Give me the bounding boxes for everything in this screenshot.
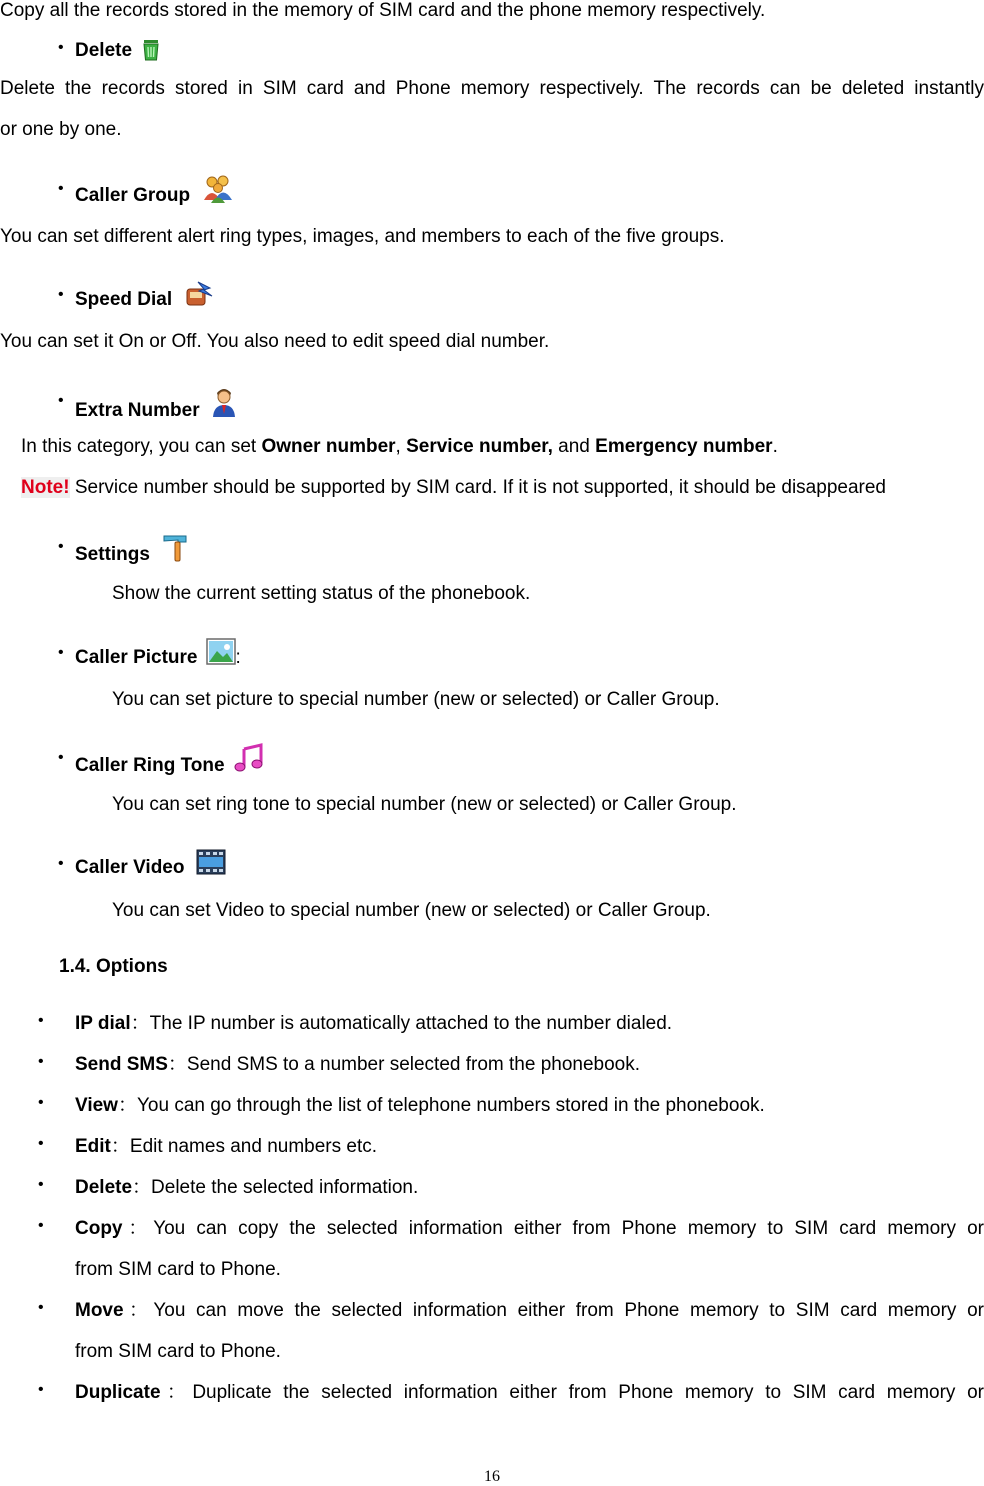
bullet: • (58, 180, 64, 197)
option-move (75, 1296, 984, 1326)
option-term: Move (75, 1300, 124, 1321)
extra-number-note (21, 473, 984, 503)
bullet: • (38, 1217, 44, 1234)
option-text: Duplicate the selected information either from Phone memory to SIM card memory or (192, 1382, 984, 1403)
heading-text: Settings (75, 544, 150, 565)
note-label: Note! (21, 477, 70, 498)
people-group-icon (202, 174, 234, 214)
bullet: • (38, 1053, 44, 1070)
option-term: Delete (75, 1177, 133, 1198)
option-text: You can move the selected information either from Phone memory to SIM card memory or (153, 1300, 984, 1321)
intro-text: Copy all the records stored in the memory of SIM card and the phone memory respectively. (0, 0, 766, 21)
speed-dial-icon (184, 280, 214, 318)
separator: ： (110, 1136, 130, 1157)
person-icon (210, 386, 238, 428)
video-film-icon (196, 849, 226, 885)
option-term: Send SMS (75, 1054, 168, 1075)
option-copy (75, 1214, 984, 1244)
note-text: Service number should be supported by SIM card. If it is not supported, it should be disappeared (69, 477, 886, 498)
bullet: • (58, 538, 64, 555)
separator: ： (132, 1177, 152, 1198)
bullet: • (58, 855, 64, 872)
option-ip-dial (75, 1009, 984, 1039)
heading-text: Speed Dial (75, 289, 173, 310)
bullet: • (38, 1012, 44, 1029)
option-term: View (75, 1095, 118, 1116)
delete-desc-line1: Delete the records stored in SIM card and Phone memory respectively. The records can be deleted instantly (0, 78, 984, 99)
heading-text: Delete (75, 40, 133, 61)
separator: ： (167, 1054, 187, 1075)
caller-group-desc: You can set different alert ring types, images, and members to each of the five groups. (0, 226, 725, 247)
bullet: • (58, 39, 64, 56)
separator: ： (160, 1382, 193, 1403)
heading-text: Caller Ring Tone (75, 755, 225, 776)
hammer-icon (160, 532, 192, 572)
heading-text: Caller Group (75, 185, 191, 206)
bullet: • (38, 1135, 44, 1152)
section-heading-extra-number (75, 386, 984, 421)
section-heading-caller-group (75, 174, 984, 204)
option-move-cont: from SIM card to Phone. (75, 1341, 281, 1362)
section-heading-delete (75, 36, 984, 66)
bullet: • (38, 1381, 44, 1398)
option-view (75, 1091, 984, 1121)
option-term: IP dial (75, 1013, 131, 1034)
speed-dial-desc: You can set it On or Off. You also need to edit speed dial number. (0, 331, 550, 352)
option-duplicate (75, 1378, 984, 1408)
colon: : (235, 647, 241, 668)
option-send-sms (75, 1050, 984, 1080)
option-text: You can copy the selected information either from Phone memory to SIM card memory or (153, 1218, 984, 1239)
section-heading-settings (75, 532, 984, 565)
heading-text: Caller Video (75, 857, 185, 878)
section-heading-speed-dial (75, 280, 984, 310)
trash-icon (140, 38, 162, 72)
period: . (772, 436, 778, 457)
option-term: Copy (75, 1218, 123, 1239)
picture-icon (206, 638, 236, 676)
music-note-icon (233, 743, 263, 783)
separator: ： (122, 1218, 154, 1239)
settings-desc: Show the current setting status of the phonebook. (112, 583, 531, 604)
option-text: Edit names and numbers etc. (129, 1136, 378, 1157)
section-heading-caller-picture (75, 638, 984, 668)
service-number-term: Service number, (406, 436, 553, 457)
bullet: • (58, 749, 64, 766)
bullet: • (38, 1094, 44, 1111)
extra-number-desc (21, 432, 984, 462)
section-heading-caller-ring-tone (75, 743, 984, 776)
section-heading-caller-video (75, 849, 984, 879)
separator: and (552, 436, 596, 457)
options-heading: 1.4. Options (59, 956, 168, 977)
option-text: Delete the selected information. (151, 1177, 419, 1198)
separator: ： (117, 1095, 137, 1116)
option-copy-cont: from SIM card to Phone. (75, 1259, 281, 1280)
owner-number-term: Owner number (261, 436, 396, 457)
separator: , (395, 436, 407, 457)
caller-ring-tone-desc: You can set ring tone to special number (new or selected) or Caller Group. (112, 794, 737, 815)
option-term: Duplicate (75, 1382, 161, 1403)
bullet: • (38, 1299, 44, 1316)
option-text: The IP number is automatically attached to the number dialed. (149, 1013, 673, 1034)
option-delete (75, 1173, 984, 1203)
bullet: • (58, 392, 64, 409)
bullet: • (38, 1176, 44, 1193)
delete-desc-line2: or one by one. (0, 119, 122, 140)
desc-prefix: In this category, you can set (21, 436, 262, 457)
page-number: 16 (484, 1468, 500, 1485)
bullet: • (58, 286, 64, 303)
heading-text: Caller Picture (75, 647, 198, 668)
separator: ： (123, 1300, 154, 1321)
caller-picture-desc: You can set picture to special number (new or selected) or Caller Group. (112, 689, 720, 710)
emergency-number-term: Emergency number (595, 436, 773, 457)
option-edit (75, 1132, 984, 1162)
heading-text: Extra Number (75, 400, 200, 421)
option-text: Send SMS to a number selected from the phonebook. (186, 1054, 641, 1075)
separator: ： (130, 1013, 150, 1034)
option-text: You can go through the list of telephone numbers stored in the phonebook. (136, 1095, 765, 1116)
caller-video-desc: You can set Video to special number (new or selected) or Caller Group. (112, 900, 711, 921)
bullet: • (58, 644, 64, 661)
option-term: Edit (75, 1136, 111, 1157)
